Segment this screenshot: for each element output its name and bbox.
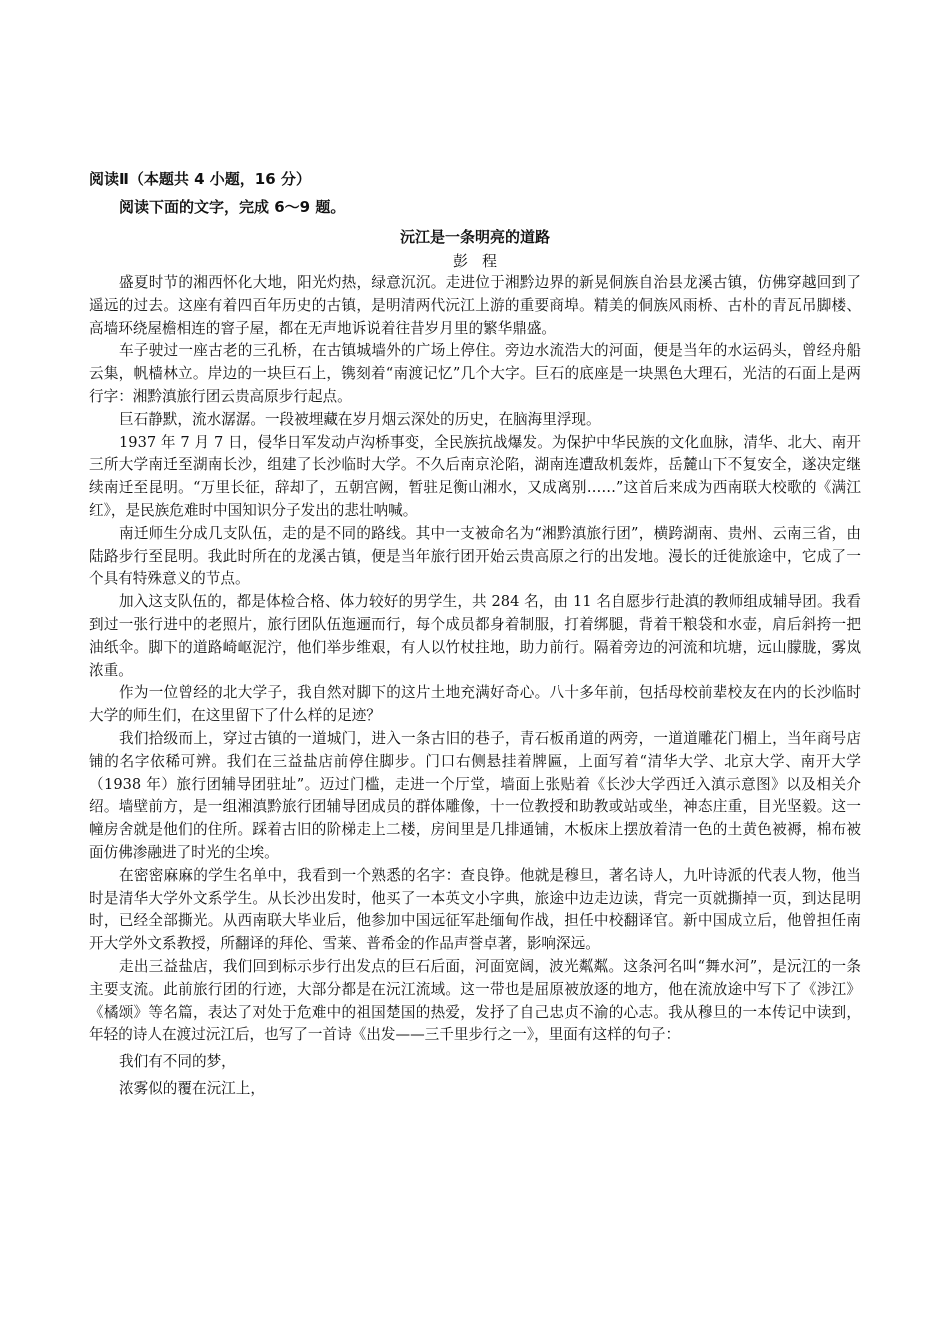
paragraph-3: 巨石静默，流水潺潺。一段被埋藏在岁月烟云深处的历史，在脑海里浮现。: [119, 410, 601, 428]
paragraph-6: 加入这支队伍的，都是体检合格、体力较好的男学生，共 284 名，由 11 名自愿步行赴滇的教师组成辅导团。我看到过一张行进中的老照片，旅行团队伍迤逦而行，每个成员都身着制服，打着绑腿，背着干粮袋和水壶，肩后斜挎一把油纸伞。脚下的道路崎岖泥泞，他们举步维艰，有人以竹杖拄地，助力前行。隔着旁边的河流和坑塘，远山朦胧，雾岚浓重。: [89, 593, 861, 679]
article-author: 彭程: [452, 252, 511, 270]
poem-line-1: 我们有不同的梦，: [119, 1053, 236, 1071]
document-page: [89, 166, 861, 1101]
paragraph-9: 在密密麻麻的学生名单中，我看到一个熟悉的名字：查良铮。他就是穆旦，著名诗人，九叶诗派的代表人物，他当时是清华大学外文系学生。从长沙出发时，他买了一本英文小字典，旅途中边走边读，背完一页就撕掉一页，到达昆明时，已经全部撕光。从西南联大毕业后，他参加中国远征军赴缅甸作战，担任中校翻译官。新中国成立后，他曾担任南开大学外文系教授，所翻译的拜伦、雪莱、普希金的作品声誉卓著，影响深远。: [89, 866, 861, 953]
instruction-text: 阅读下面的文字，完成 6～9 题。: [119, 198, 346, 216]
paragraph-8: 我们拾级而上，穿过古镇的一道城门，进入一条古旧的巷子，青石板甬道的两旁，一道道雕花门楣上，当年商号店铺的名字依稀可辨。我们在三益盐店前停住脚步。门口右侧悬挂着牌匾，上面写着“清华大学、北京大学、南开大学（1938 年）旅行团辅导团驻址”。迈过门槛，走进一个厅堂，墙面上张贴着《长沙大学西迁入滇示意图》以及相关介绍。墙壁前方，是一组湘滇黔旅行团辅导团成员的群体雕像，十一位教授和助教或站或坐，神态庄重，目光坚毅。这一幢房舍就是他们的住所。踩着古旧的阶梯走上二楼，房间里是几排通铺，木板床上摆放着清一色的土黄色被褥，棉布被面仿佛渗融进了时光的尘埃。: [89, 729, 861, 861]
poem-line-2: 浓雾似的覆在沅江上，: [119, 1080, 265, 1098]
paragraph-2: 车子驶过一座古老的三孔桥，在古镇城墙外的广场上停住。旁边水流浩大的河面，便是当年的水运码头，曾经舟船云集，帆樯林立。岸边的一块巨石上，镌刻着“南渡记忆”几个大字。巨石的底座是一块黑色大理石，光洁的石面上是两行字：湘黔滇旅行团云贵高原步行起点。: [89, 342, 861, 405]
paragraph-5: 南迁师生分成几支队伍，走的是不同的路线。其中一支被命名为“湘黔滇旅行团”，横跨湖南、贵州、云南三省，由陆路步行至昆明。我此时所在的龙溪古镇，便是当年旅行团开始云贵高原之行的出发地。漫长的迁徙旅途中，它成了一个具有特殊意义的节点。: [89, 524, 861, 588]
article-title: 沅江是一条明亮的道路: [399, 228, 550, 246]
paragraph-10: 走出三益盐店，我们回到标示步行出发点的巨石后面，河面宽阔，波光粼粼。这条河名叫“舞水河”，是沅江的一条主要支流。此前旅行团的行迹，大部分都是在沅江流域。这一带也是屈原被放逐的地方，他在流放途中写下了《涉江》《橘颂》等名篇，表达了对处于危难中的祖国楚国的热爱，发抒了自己忠贞不渝的心志。我从穆旦的一本传记中读到，年轻的诗人在渡过沅江后，也写了一首诗《出发——三千里步行之一》，里面有这样的句子：: [89, 957, 861, 1044]
paragraph-7: 作为一位曾经的北大学子，我自然对脚下的这片土地充满好奇心。八十多年前，包括母校前辈校友在内的长沙临时大学的师生们，在这里留下了什么样的足迹？: [89, 684, 861, 725]
section-title: 阅读Ⅱ（本题共 4 小题，16 分）: [89, 170, 311, 188]
paragraph-4: 1937 年 7 月 7 日，侵华日军发动卢沟桥事变，全民族抗战爆发。为保护中华民族的文化血脉，清华、北大、南开三所大学南迁至湖南长沙，组建了长沙临时大学。不久后南京沦陷，湖南连遭敌机轰炸，岳麓山下不复安全，遂决定继续南迁至昆明。“万里长征，辞却了，五朝宫阙，暂驻足衡山湘水，又成离别……”这首后来成为西南联大校歌的《满江红》，是民族危难时中国知识分子发出的悲壮呐喊。: [89, 433, 861, 519]
paragraph-1: 盛夏时节的湘西怀化大地，阳光灼热，绿意沉沉。走进位于湘黔边界的新晃侗族自治县龙溪古镇，仿佛穿越回到了遥远的过去。这座有着四百年历史的古镇，是明清两代沅江上游的重要商埠。精美的侗族风雨桥、古朴的青瓦吊脚楼、高墙环绕屋檐相连的窨子屋，都在无声地诉说着往昔岁月里的繁华鼎盛。: [89, 274, 861, 337]
